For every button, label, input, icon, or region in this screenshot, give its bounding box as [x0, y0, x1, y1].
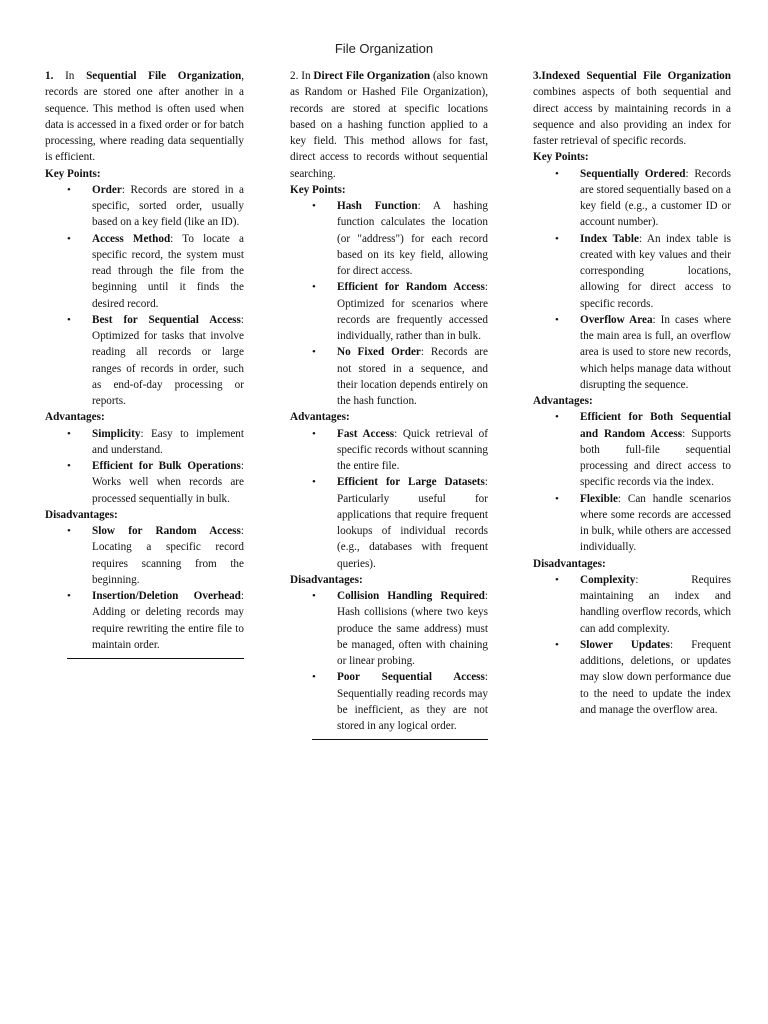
item-term: Efficient for Bulk Operations [92, 460, 241, 472]
bullet-icon: • [312, 671, 316, 684]
column-direct [290, 68, 488, 740]
bullet-icon: • [555, 411, 559, 424]
item-text: : An index table is created with key values and their corresponding locations, allowing for direct access to specific records. [580, 232, 731, 310]
column-sequential [45, 68, 244, 659]
intro-term: 3.Indexed Sequential File Organization [533, 70, 731, 82]
item-text: : Records are stored in a specific, sorted order, usually based on a key field (like an ID). [92, 183, 244, 229]
bullet-icon: • [67, 525, 71, 537]
disadvantages-list [533, 572, 731, 718]
bullet-icon: • [67, 427, 71, 440]
item-term: Poor Sequential Access [337, 671, 485, 684]
item-term: Sequentially Ordered [580, 167, 686, 180]
intro-text: , records are stored one after another in a sequence. This method is often used when data is accessed in a fixed order or for batch processing, where reading data sequentially is efficient. [45, 70, 244, 164]
item-term: No Fixed Order [337, 346, 421, 359]
bullet-icon: • [67, 183, 71, 196]
item-term: Flexible [580, 492, 618, 505]
key-points-list [533, 166, 731, 394]
list-item [290, 198, 488, 279]
bullet-icon: • [555, 638, 559, 651]
item-text: : Sequentially reading records may be inefficient, as they are not stored in any logical order. [337, 671, 488, 732]
disadvantages-list [290, 588, 488, 734]
bullet-icon: • [555, 232, 559, 245]
item-term: Fast Access [337, 427, 395, 440]
item-term: Best for Sequential Access [92, 313, 241, 326]
section-divider [312, 739, 488, 740]
bullet-icon: • [555, 492, 559, 505]
intro-prefix: In [298, 70, 314, 82]
item-text: : Adding or deleting records may require rewriting the entire file to maintain order. [92, 590, 244, 651]
list-item [45, 458, 244, 507]
item-text: : Particularly useful for applications that require frequent lookups of individual records (e.g., databases with frequent queries). [337, 476, 488, 570]
list-item [290, 426, 488, 475]
bullet-icon: • [67, 590, 71, 602]
advantages-list [533, 409, 731, 555]
key-points-list [45, 182, 244, 410]
advantages-list [45, 426, 244, 507]
list-item [533, 312, 731, 393]
list-item [533, 637, 731, 718]
list-item [533, 491, 731, 556]
item-term: Access Method [92, 232, 171, 245]
item-term: Overflow Area [580, 313, 653, 326]
item-text: : Records are stored sequentially based on a key field (e.g., a customer ID or account number). [580, 167, 731, 229]
item-term: Efficient for Large Datasets [337, 476, 485, 489]
bullet-icon: • [67, 460, 71, 472]
item-term: Efficient for Both Sequential and Random Access [580, 411, 731, 440]
intro-text: (also known as Random or Hashed File Organization), records are stored at specific locations based on a hashing function applied to a key field. This method allows for fast, direct access to records without sequential searching. [290, 70, 488, 180]
item-term: Index Table [580, 232, 639, 245]
column-indexed-sequential [533, 68, 731, 718]
item-text: : Easy to implement and understand. [92, 427, 244, 456]
advantages-heading: Advantages: [45, 411, 105, 424]
bullet-icon: • [555, 573, 559, 586]
item-text: : Records are not stored in a sequence, and their location depends entirely on the hash function. [337, 346, 488, 407]
list-item [45, 312, 244, 410]
advantages-heading: Advantages: [290, 411, 350, 424]
item-text: : To locate a specific record, the system must read through the file from the beginning until it finds the desired record. [92, 232, 244, 310]
list-item [533, 166, 731, 231]
section-number: 2. [290, 70, 299, 82]
key-points-list [290, 198, 488, 409]
advantages-heading: Advantages: [533, 395, 593, 407]
item-term: Collision Handling Required [337, 590, 485, 602]
disadvantages-list [45, 523, 244, 653]
item-term: Slower Updates [580, 638, 670, 651]
list-item [45, 588, 244, 653]
item-text: : Works well when records are processed sequentially in bulk. [92, 460, 244, 505]
bullet-icon: • [312, 590, 316, 602]
intro-term: Sequential File Organization [86, 70, 242, 82]
bullet-icon: • [555, 313, 559, 326]
list-item [290, 669, 488, 734]
item-term: Simplicity [92, 427, 141, 440]
item-term: Insertion/Deletion Overhead [92, 590, 241, 602]
bullet-icon: • [312, 281, 316, 294]
item-text: : Locating a specific record requires scanning from the beginning. [92, 525, 244, 586]
item-text: : Quick retrieval of specific records without scanning the entire file. [337, 427, 488, 472]
section-divider [67, 658, 244, 659]
item-text: : Optimized for tasks that involve reading all records or large ranges of records in order, such as end-of-day processing or reports. [92, 313, 244, 407]
item-text: : Requires maintaining an index and handling overflow records, which can add complexity. [580, 573, 731, 635]
list-item [290, 474, 488, 572]
intro-prefix: In [53, 70, 87, 82]
bullet-icon: • [312, 346, 316, 359]
item-text: : In cases where the main area is full, an overflow area is used to store new records, which helps manage data without disrupting the sequence. [580, 313, 731, 391]
list-item [533, 231, 731, 312]
bullet-icon: • [312, 476, 316, 489]
key-points-heading: Key Points: [290, 183, 346, 196]
item-text: : Hash collisions (where two keys produce the same address) must be managed, often with chaining or linear probing. [337, 590, 488, 667]
bullet-icon: • [555, 167, 559, 180]
list-item [290, 344, 488, 409]
intro-paragraph [290, 68, 488, 182]
list-item [290, 588, 488, 669]
item-term: Complexity [580, 573, 636, 586]
bullet-icon: • [312, 200, 316, 212]
item-text: : Frequent additions, deletions, or updates may slow down performance due to the need to update the index and manage the overflow area. [580, 638, 731, 716]
bullet-icon: • [312, 427, 316, 440]
item-text: : Optimized for scenarios where records are frequently accessed individually, rather than in bulk. [337, 281, 488, 342]
key-points-heading: Key Points: [533, 151, 589, 164]
section-number: 1. [45, 70, 54, 82]
list-item [45, 182, 244, 231]
item-text: : Can handle scenarios where some records are accessed in bulk, while others are accessed individually. [580, 492, 731, 554]
intro-paragraph [45, 68, 244, 166]
item-text: : Supports both full-file sequential processing and direct access to specific records via the index. [580, 427, 731, 489]
list-item [45, 523, 244, 588]
intro-text: combines aspects of both sequential and direct access by maintaining records in a sequence and also providing an index for faster retrieval of specific records. [533, 86, 731, 147]
bullet-icon: • [67, 313, 71, 326]
list-item [533, 572, 731, 637]
list-item [290, 279, 488, 344]
item-text: : A hashing function calculates the location (or "address") for each record based on its key field, allowing for direct access. [337, 200, 488, 277]
key-points-heading: Key Points: [45, 167, 101, 180]
intro-term: Direct File Organization [313, 70, 431, 82]
advantages-list [290, 426, 488, 572]
page-title: File Organization [334, 41, 434, 56]
item-term: Slow for Random Access [92, 525, 241, 537]
bullet-icon: • [67, 232, 71, 245]
disadvantages-heading: Disadvantages: [45, 508, 118, 521]
list-item [533, 409, 731, 490]
item-term: Order [92, 183, 122, 196]
item-term: Hash Function [337, 200, 418, 212]
disadvantages-heading: Disadvantages: [533, 557, 606, 570]
item-term: Efficient for Random Access [337, 281, 485, 294]
disadvantages-heading: Disadvantages: [290, 573, 363, 586]
intro-paragraph [533, 68, 731, 149]
list-item [45, 231, 244, 312]
list-item [45, 426, 244, 459]
